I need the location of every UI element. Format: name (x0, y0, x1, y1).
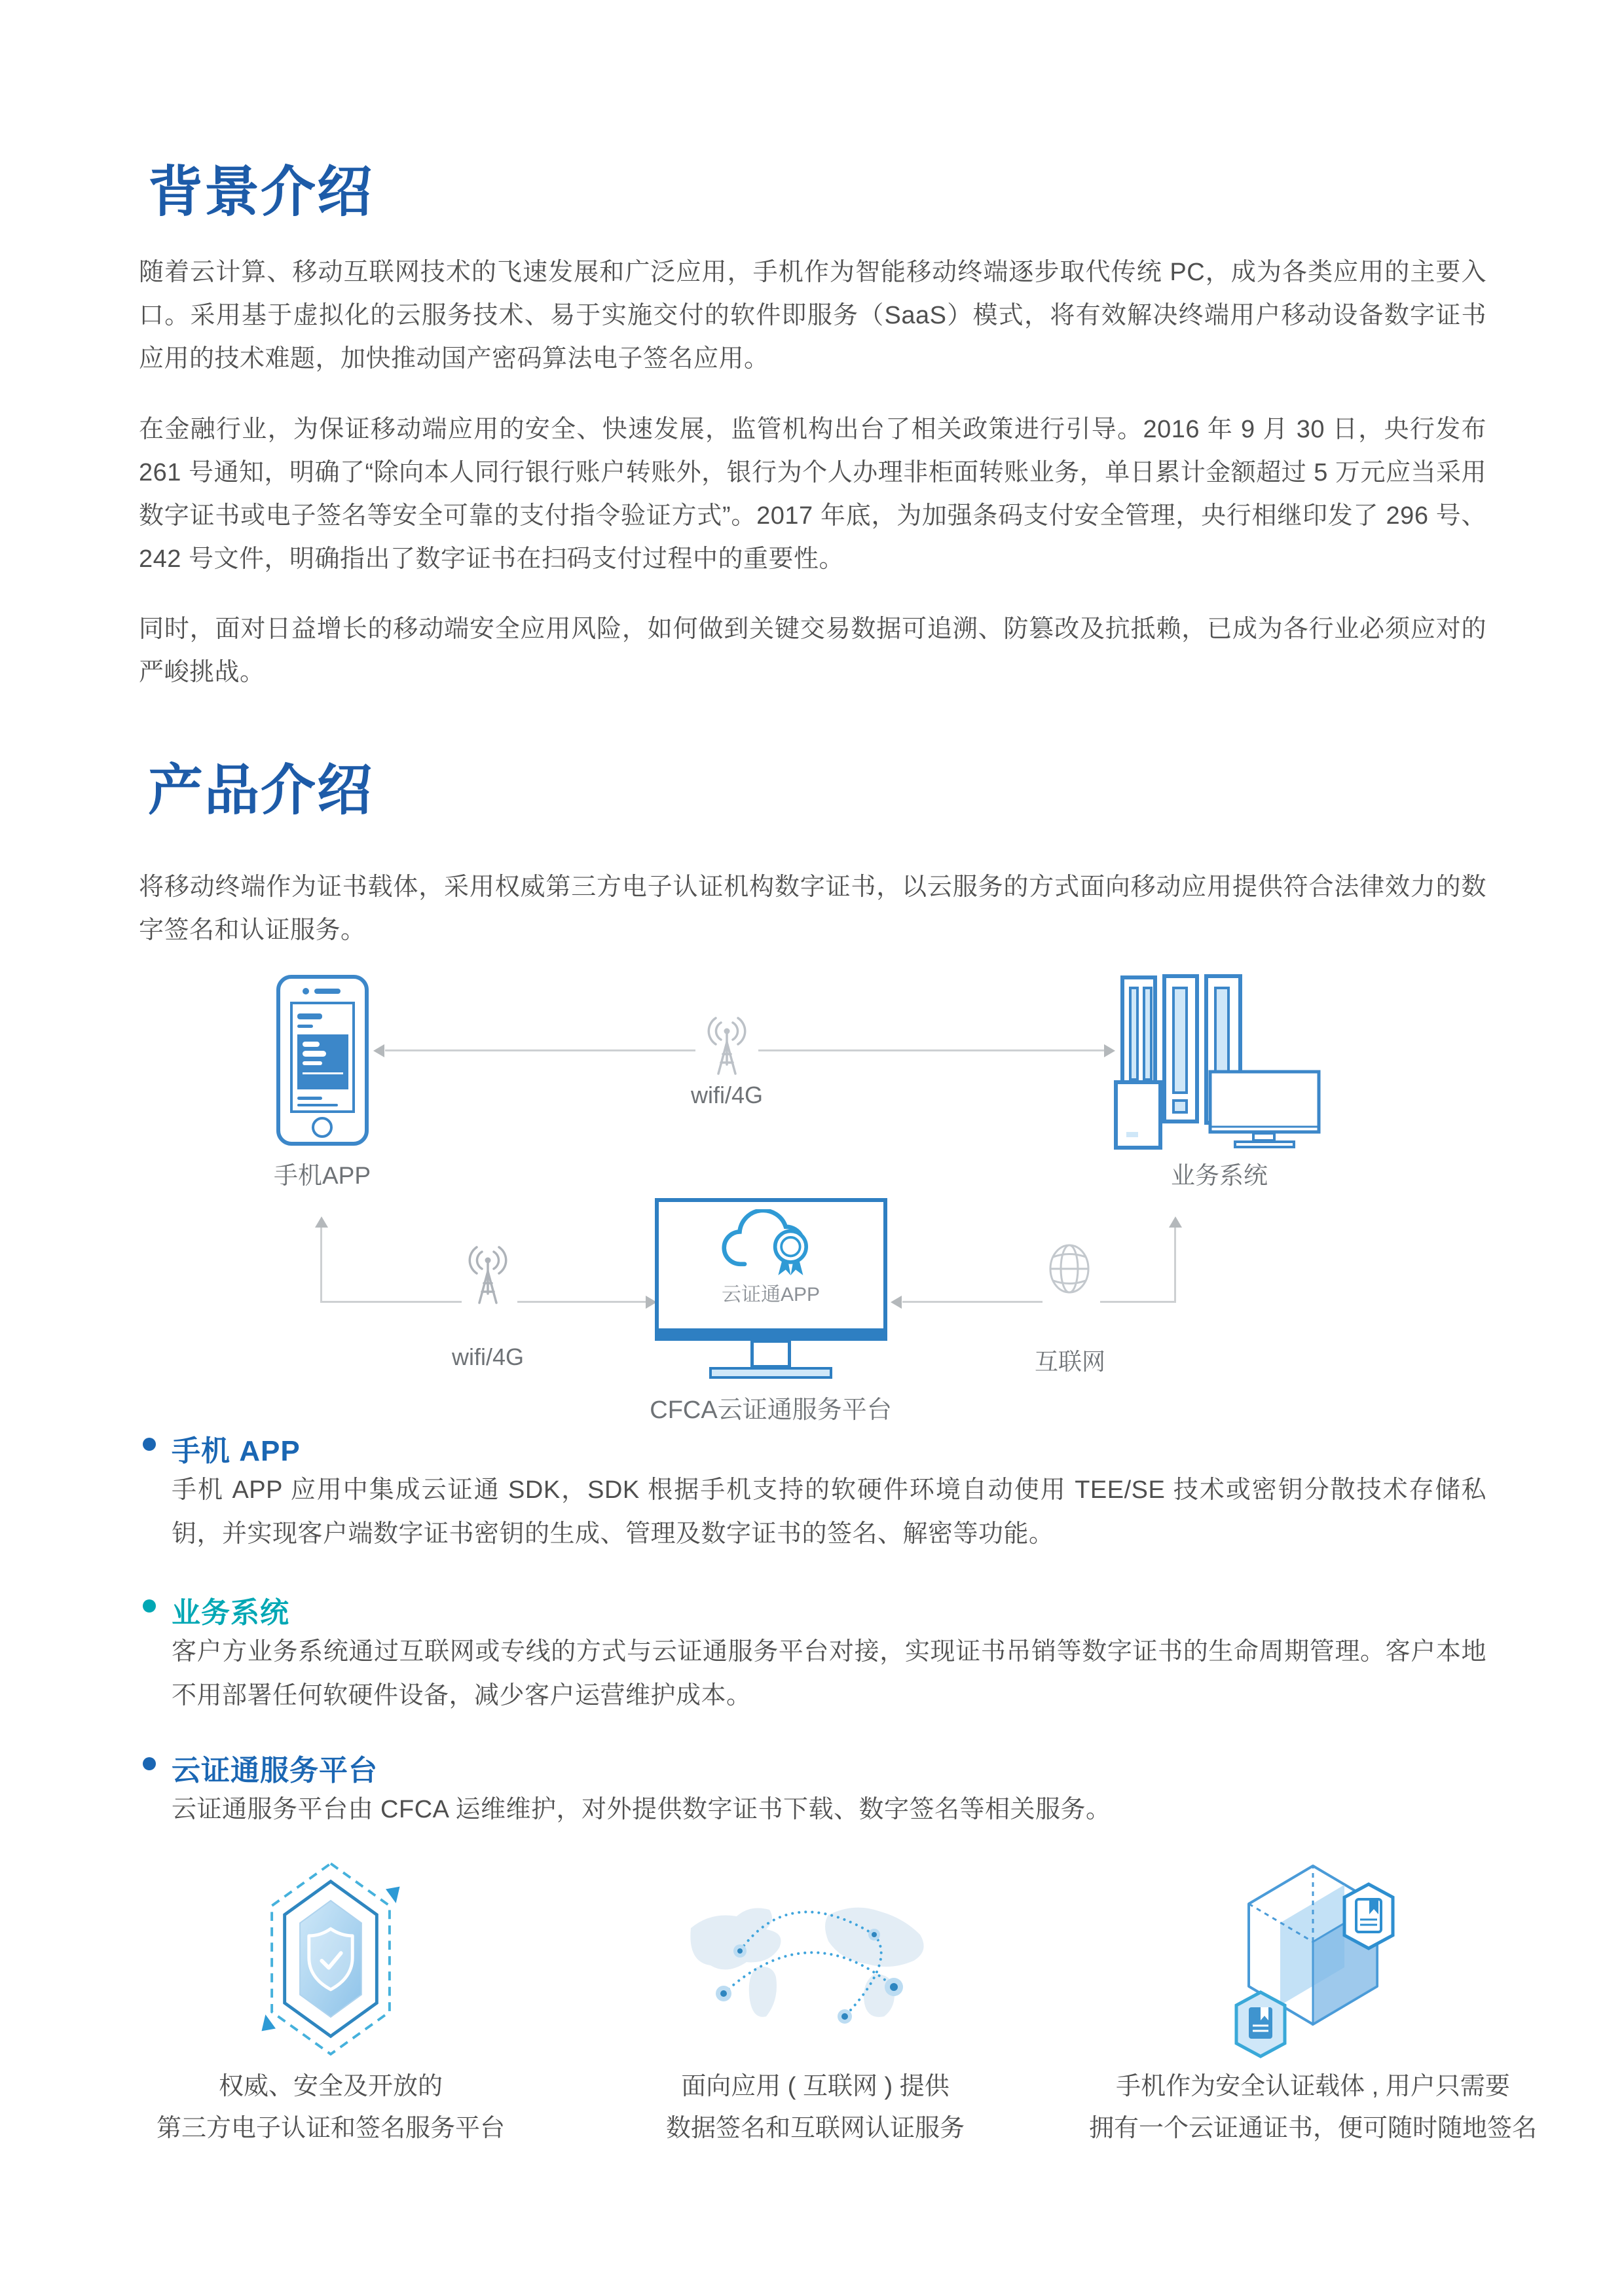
background-section-title: 背景介绍 (148, 161, 374, 223)
feature-body-business-system: 客户方业务系统通过互联网或专线的方式与云证通服务平台对接，实现证书吊销等数字证书的生命周期管理。客户本地不用部署任何软硬件设备，减少客户运营维护成本。 (172, 1638, 1486, 1709)
arrowhead-to-platform-right (891, 1296, 902, 1309)
arrowhead-to-phone (373, 1044, 384, 1057)
benefit-caption-mobile-carrier (1064, 2066, 1562, 2149)
top-link-line-right (758, 1049, 1104, 1051)
cloud-certificate-icon (709, 1209, 833, 1277)
arrowhead-to-phone-label (315, 1216, 328, 1228)
product-section-title: 产品介绍 (148, 759, 374, 821)
antenna-icon-left (462, 1243, 514, 1315)
certificate-badge-bottom-left (1236, 1992, 1285, 2056)
wifi-4g-label-top: wifi/4G (690, 1082, 764, 1108)
right-connector-horizontal-b (1100, 1301, 1175, 1303)
benefit-caption-line: 手机作为安全认证载体 , 用户只需要 (1116, 2073, 1510, 2100)
top-link-line-left (385, 1049, 695, 1051)
background-paragraph-3: 同时，面对日益增长的移动端安全应用风险，如何做到关键交易数据可追溯、防篡改及抗抵赖，已成为各行业必须应对的严峻挑战。 (139, 615, 1486, 686)
feature-heading-business-system: 业务系统 (172, 1597, 289, 1629)
smartphone-icon (275, 974, 370, 1147)
wifi-4g-label-left: wifi/4G (451, 1343, 525, 1370)
background-paragraph-2: 在金融行业，为保证移动端应用的安全、快速发展，监管机构出台了相关政策进行引导。2016 年 9 月 30 日，央行发布 261 号通知，明确了“除向本人同行银行账户转账外，银行为个人办理非柜面转账业务，单日累计金额超过 5 万元应当采用数字证书或电子签名等安全可靠的支付指令验证方式”。2017 年底，为加强条码支付安全管理，央行相继印发了 296 号、242 号文件，明确指出了数字证书在扫码支付过程中的重要性。 (139, 416, 1486, 573)
benefit-caption-authoritative (82, 2066, 580, 2149)
world-map-connections-icon (678, 1889, 953, 2052)
right-connector-horizontal-a (902, 1301, 1043, 1303)
benefit-caption-line: 面向应用 ( 互联网 ) 提供 (681, 2073, 950, 2100)
globe-internet-icon (1041, 1239, 1098, 1298)
feature-bullet-business-system (143, 1599, 156, 1613)
shield-hexagon-icon (248, 1859, 414, 2058)
platform-label: CFCA云证通服务平台 (650, 1396, 892, 1424)
feature-heading-platform: 云证通服务平台 (172, 1755, 378, 1787)
business-system-label: 业务系统 (1171, 1162, 1268, 1189)
benefit-caption-internet-services (566, 2066, 1064, 2149)
cloud-app-label: 云证通APP (721, 1284, 821, 1305)
feature-body-phone-app: 手机 APP 应用中集成云证通 SDK，SDK 根据手机支持的软硬件环境自动使用 TEE/SE 技术或密钥分散技术存储私钥，并实现客户端数字证书密钥的生成、管理及数字证书的签名、解密等功能。 (172, 1476, 1486, 1548)
monitor-base (709, 1367, 832, 1379)
arrowhead-to-servers (1104, 1044, 1115, 1057)
benefit-caption-line: 第三方电子认证和签名服务平台 (156, 2115, 505, 2142)
antenna-icon-top (701, 1013, 753, 1085)
right-connector-vertical (1174, 1228, 1176, 1303)
left-connector-horizontal-a (320, 1301, 462, 1303)
feature-bullet-phone-app (143, 1438, 156, 1451)
feature-heading-phone-app: 手机 APP (172, 1435, 301, 1467)
product-intro-paragraph: 将移动终端作为证书载体，采用权威第三方电子认证机构数字证书，以云服务的方式面向移动应用提供符合法律效力的数字签名和认证服务。 (139, 873, 1486, 944)
feature-bullet-platform (143, 1757, 156, 1770)
left-connector-horizontal-b (517, 1301, 646, 1303)
benefit-caption-line: 数据签名和互联网认证服务 (665, 2115, 965, 2142)
certificate-badge-top-right (1344, 1884, 1393, 1948)
benefit-caption-line: 拥有一个云证通证书，便可随时随地签名 (1088, 2115, 1537, 2142)
certificate-cubes-icon (1215, 1858, 1411, 2061)
benefit-caption-line: 权威、安全及开放的 (218, 2073, 443, 2100)
monitor-bottom-bar (659, 1328, 883, 1337)
internet-label: 互联网 (1034, 1348, 1105, 1375)
left-connector-vertical (320, 1228, 322, 1303)
background-paragraph-1: 随着云计算、移动互联网技术的飞速发展和广泛应用，手机作为智能移动终端逐步取代传统 PC，成为各类应用的主要入口。采用基于虚拟化的云服务技术、易于实施交付的软件即服务（SaaS）模式，将有效解决终端用户移动设备数字证书应用的技术难题，加快推动国产密码算法电子签名应用。 (139, 259, 1486, 373)
arrowhead-to-business-label (1169, 1216, 1182, 1228)
business-servers-icon (1113, 974, 1323, 1152)
feature-body-platform: 云证通服务平台由 CFCA 运维维护，对外提供数字证书下载、数字签名等相关服务。 (172, 1796, 1111, 1823)
phone-label: 手机APP (273, 1162, 371, 1189)
monitor-neck (750, 1339, 791, 1368)
